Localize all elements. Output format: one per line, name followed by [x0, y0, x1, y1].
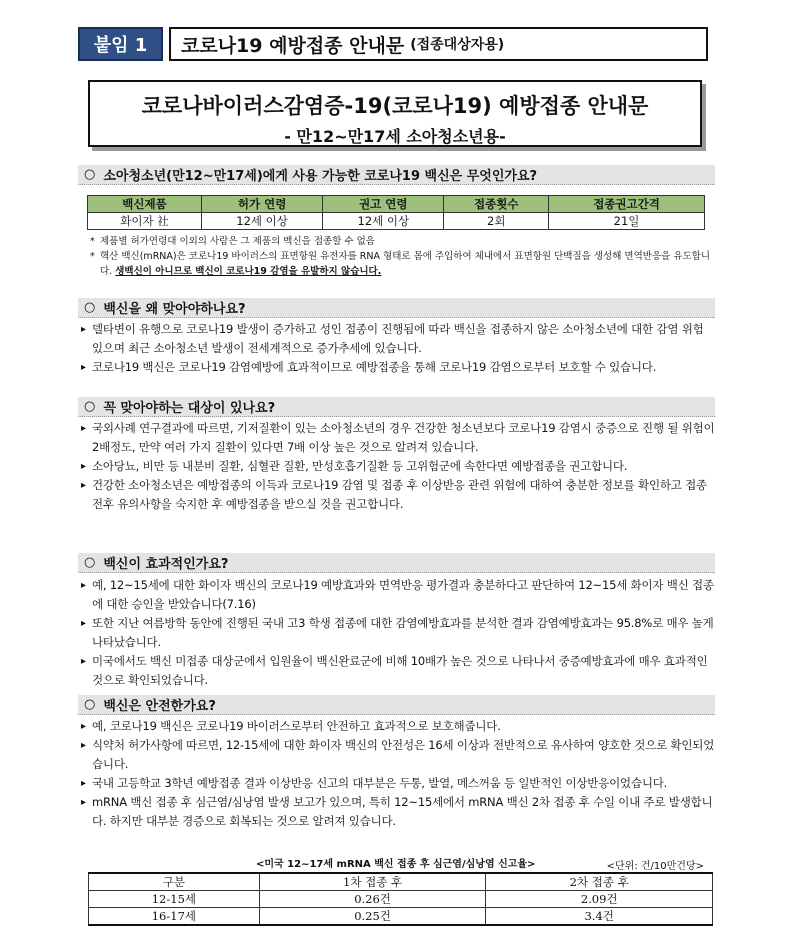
table-header-cell: 권고 연령	[323, 196, 444, 213]
vaccine-table	[87, 195, 705, 230]
circle-marker: ○	[84, 555, 96, 570]
table-header-cell: 백신제품	[88, 196, 202, 213]
circle-marker: ○	[84, 697, 96, 712]
vaccine-notes	[88, 234, 713, 279]
safe-list	[78, 717, 715, 831]
table-caption: <미국 12~17세 mRNA 백신 접종 후 심근염/심낭염 신고율>	[256, 859, 536, 870]
main-title-box	[88, 80, 702, 147]
list-item: ▸ 델타변이 유행으로 코로나19 발생이 증가하고 성인 접종이 진행됨에 따라 백신을 접종하지 않은 소아청소년에 대한 감염 위험 있으며 최근 소아청소년 발생이 전세계적으로 증가추세에 있습니다.	[78, 320, 715, 358]
list-item: ▸ 국외사례 연구결과에 따르면, 기저질환이 있는 소아청소년의 경우 건강한 청소년보다 코로나19 감염시 중증으로 진행 될 위험이 2배정도, 만약 여러 가지 질환이 있다면 7배 이상 높은 것으로 알려져 있습니다.	[78, 419, 715, 457]
attachment-badge: 붙임 1	[78, 27, 163, 61]
note-text: 핵산 백신(mRNA)은 코로나19 바이러스의 표면항원 유전자를 RNA 형태로 몸에 주입하여 체내에서 표면항원 단백질을 생성해 면역반응을 유도합니다.	[100, 251, 711, 277]
table-header-row	[89, 873, 713, 891]
myocarditis-table	[88, 872, 713, 926]
main-title: 코로나바이러스감염증-19(코로나19) 예방접종 안내문	[141, 94, 649, 118]
circle-marker: ○	[84, 399, 96, 414]
circle-marker: ○	[84, 167, 96, 182]
effective-list	[78, 576, 715, 690]
table-cell: 16-17세	[89, 908, 260, 926]
table-header-cell: 허가 연령	[201, 196, 322, 213]
table-header-cell: 접종횟수	[444, 196, 549, 213]
list-item: ▸ 미국에서도 백신 미접종 대상군에서 입원율이 백신완료군에 비해 10배가 높은 것으로 나타나서 중증예방효과에 매우 효과적인 것으로 확인되었습니다.	[78, 652, 715, 690]
table-header-cell: 구분	[89, 873, 260, 891]
main-subtitle: - 만12~만17세 소아청소년용-	[284, 127, 506, 146]
table-cell: 2회	[444, 213, 549, 230]
section-title: 소아청소년(만12~만17세)에게 사용 가능한 코로나19 백신은 무엇인가요?	[103, 169, 538, 184]
list-item: ▸ 예, 12~15세에 대한 화이자 백신의 코로나19 예방효과와 면역반응 평가결과 충분하다고 판단하여 12~15세 화이자 백신 접종에 대한 승인을 받았습니다(7.16)	[78, 576, 715, 614]
table-header-row	[88, 196, 705, 213]
section-heading-vaccine	[78, 165, 715, 185]
table-header-cell: 2차 접종 후	[486, 873, 713, 891]
list-item: ▸ 국내 고등학교 3학년 예방접종 결과 이상반응 신고의 대부분은 두통, 발열, 메스꺼움 등 일반적인 이상반응이었습니다.	[78, 774, 715, 793]
section-heading-safe	[78, 695, 715, 715]
table-cell: 12-15세	[89, 891, 260, 908]
table-cell: 21일	[549, 213, 705, 230]
list-item: ▸ 예, 코로나19 백신은 코로나19 바이러스로부터 안전하고 효과적으로 보호해줍니다.	[78, 717, 715, 736]
section-heading-why	[78, 298, 715, 318]
section-title: 백신을 왜 맞아야하나요?	[103, 302, 246, 317]
list-item: ▸ 식약처 허가사항에 따르면, 12-15세에 대한 화이자 백신의 안전성은 16세 이상과 전반적으로 유사하여 양호한 것으로 확인되었습니다.	[78, 736, 715, 774]
section-title: 백신이 효과적인가요?	[103, 557, 229, 572]
header-title	[169, 27, 708, 61]
table-cell: 3.4건	[486, 908, 713, 926]
note-item: * 제품별 허가연령대 이외의 사람은 그 제품의 백신을 접종할 수 없음	[88, 234, 713, 249]
table-row	[88, 213, 705, 230]
table-row	[89, 891, 713, 908]
table-cell: 12세 이상	[323, 213, 444, 230]
target-list	[78, 419, 715, 514]
list-item: ▸ 건강한 소아청소년은 예방접종의 이득과 코로나19 감염 및 접종 후 이상반응 관련 위험에 대하여 충분한 정보를 확인하고 접종 전후 유의사항을 숙지한 후 예방접종을 받으실 것을 권고합니다.	[78, 476, 715, 514]
header-title-sub: (접종대상자용)	[410, 37, 505, 53]
why-list	[78, 320, 715, 377]
document-header	[78, 27, 708, 61]
note-item	[88, 249, 713, 279]
section-title: 꼭 맞아야하는 대상이 있나요?	[103, 401, 276, 416]
section-heading-effective	[78, 553, 715, 573]
circle-marker: ○	[84, 300, 96, 315]
table-cell: 2.09건	[486, 891, 713, 908]
table-cell: 12세 이상	[201, 213, 322, 230]
section-heading-target	[78, 397, 715, 417]
list-item: ▸ mRNA 백신 접종 후 심근염/심낭염 발생 보고가 있으며, 특히 12~15세에서 mRNA 백신 2차 접종 후 수일 이내 주로 발생합니다. 하지만 대부분 경증으로 회복되는 것으로 알려져 있습니다.	[78, 793, 715, 831]
list-item: ▸ 또한 지난 여름방학 동안에 진행된 국내 고3 학생 접종에 대한 감염예방효과를 분석한 결과 감염예방효과는 95.8%로 매우 높게 나타났습니다.	[78, 614, 715, 652]
table-unit: <단위: 건/10만건당>	[606, 861, 704, 872]
table-row	[89, 908, 713, 926]
table-header-cell: 1차 접종 후	[259, 873, 486, 891]
table-cell: 0.25건	[259, 908, 486, 926]
section-title: 백신은 안전한가요?	[103, 699, 216, 714]
table-cell: 0.26건	[259, 891, 486, 908]
table-cell: 화이자 社	[88, 213, 202, 230]
table-header-cell: 접종권고간격	[549, 196, 705, 213]
list-item: ▸ 코로나19 백신은 코로나19 감염예방에 효과적이므로 예방접종을 통해 코로나19 감염으로부터 보호할 수 있습니다.	[78, 358, 715, 377]
note-emphasis: 생백신이 아니므로 백신이 코로나19 감염을 유발하지 않습니다.	[115, 266, 382, 277]
list-item: ▸ 소아당뇨, 비만 등 내분비 질환, 심혈관 질환, 만성호흡기질환 등 고위험군에 속한다면 예방접종을 권고합니다.	[78, 457, 715, 476]
header-title-text: 코로나19 예방접종 안내문	[181, 34, 405, 57]
